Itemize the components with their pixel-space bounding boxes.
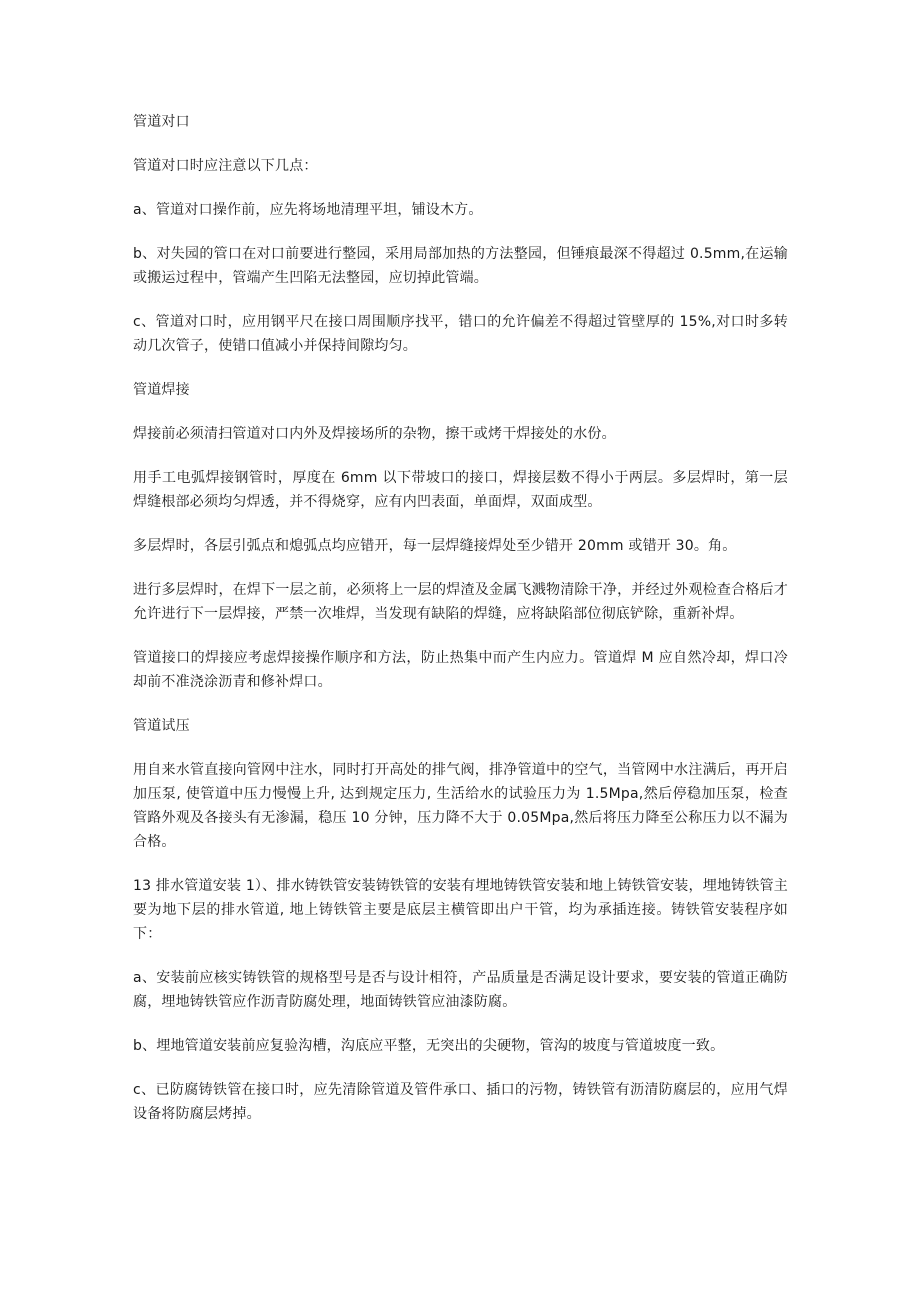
paragraph: 管道接口的焊接应考虑焊接操作顺序和方法，防止热集中而产生内应力。管道焊 M 应自然冷却，焊口冷却前不准浇涂沥青和修补焊口。 bbox=[133, 650, 788, 690]
paragraph: c、管道对口时，应用钢平尺在接口周围顺序找平，错口的允许偏差不得超过管壁厚的 15%,对口时多转动几次管子，使错口值减小并保持间隙均匀。 bbox=[133, 314, 788, 354]
paragraph: 用自来水管直接向管网中注水，同时打开高处的排气阀，排净管道中的空气，当管网中水注满后，再开启加压泵, 使管道中压力慢慢上升, 达到规定压力, 生活给水的试验压力为 1.5Mpa,然后停稳加压泵，检查管路外观及各接头有无渗漏，稳压 10 分钟，压力降不大于 0.05Mpa,然后将压力降至公称压力以不漏为合格。 bbox=[133, 762, 788, 850]
section-heading-pressure-test: 管道试压 bbox=[133, 718, 190, 734]
document-body bbox=[133, 110, 788, 1146]
paragraph: 多层焊时，各层引弧点和熄弧点均应错开，每一层焊缝接焊处至少错开 20mm 或错开 30。角。 bbox=[133, 538, 737, 554]
paragraph: a、管道对口操作前，应先将场地清理平坦，铺设木方。 bbox=[133, 202, 483, 218]
paragraph: 13 排水管道安装 1）、排水铸铁管安装铸铁管的安装有埋地铸铁管安装和地上铸铁管安装，埋地铸铁管主要为地下层的排水管道, 地上铸铁管主要是底层主横管即出户干管，均为承插连接。铸铁管安装程序如下： bbox=[133, 878, 788, 942]
paragraph: b、埋地管道安装前应复验沟槽，沟底应平整，无突出的尖硬物，管沟的坡度与管道坡度一致。 bbox=[133, 1038, 725, 1054]
section-heading-pipe-welding: 管道焊接 bbox=[133, 382, 190, 398]
paragraph: b、对失园的管口在对口前要进行整园，采用局部加热的方法整园，但锤痕最深不得超过 0.5mm,在运输或搬运过程中，管端产生凹陷无法整园，应切掉此管端。 bbox=[133, 246, 788, 286]
paragraph: 焊接前必须清扫管道对口内外及焊接场所的杂物，擦干或烤干焊接处的水份。 bbox=[133, 426, 616, 442]
paragraph: c、已防腐铸铁管在接口时，应先清除管道及管件承口、插口的污物，铸铁管有沥清防腐层的，应用气焊设备将防腐层烤掉。 bbox=[133, 1082, 788, 1122]
paragraph: a、安装前应核实铸铁管的规格型号是否与设计相符，产品质量是否满足设计要求，要安装的管道正确防腐，埋地铸铁管应作沥青防腐处理，地面铸铁管应油漆防腐。 bbox=[133, 970, 788, 1010]
paragraph: 用手工电弧焊接钢管时，厚度在 6mm 以下带坡口的接口，焊接层数不得小于两层。多层焊时，第一层焊缝根部必须均匀焊透，并不得烧穿，应有内凹表面，单面焊，双面成型。 bbox=[133, 470, 788, 510]
section-heading-pipe-alignment: 管道对口 bbox=[133, 114, 190, 130]
paragraph: 管道对口时应注意以下几点： bbox=[133, 158, 318, 174]
paragraph: 进行多层焊时，在焊下一层之前，必须将上一层的焊渣及金属飞溅物清除干净，并经过外观检查合格后才允许进行下一层焊接，严禁一次堆焊，当发现有缺陷的焊缝，应将缺陷部位彻底铲除，重新补焊。 bbox=[133, 582, 788, 622]
